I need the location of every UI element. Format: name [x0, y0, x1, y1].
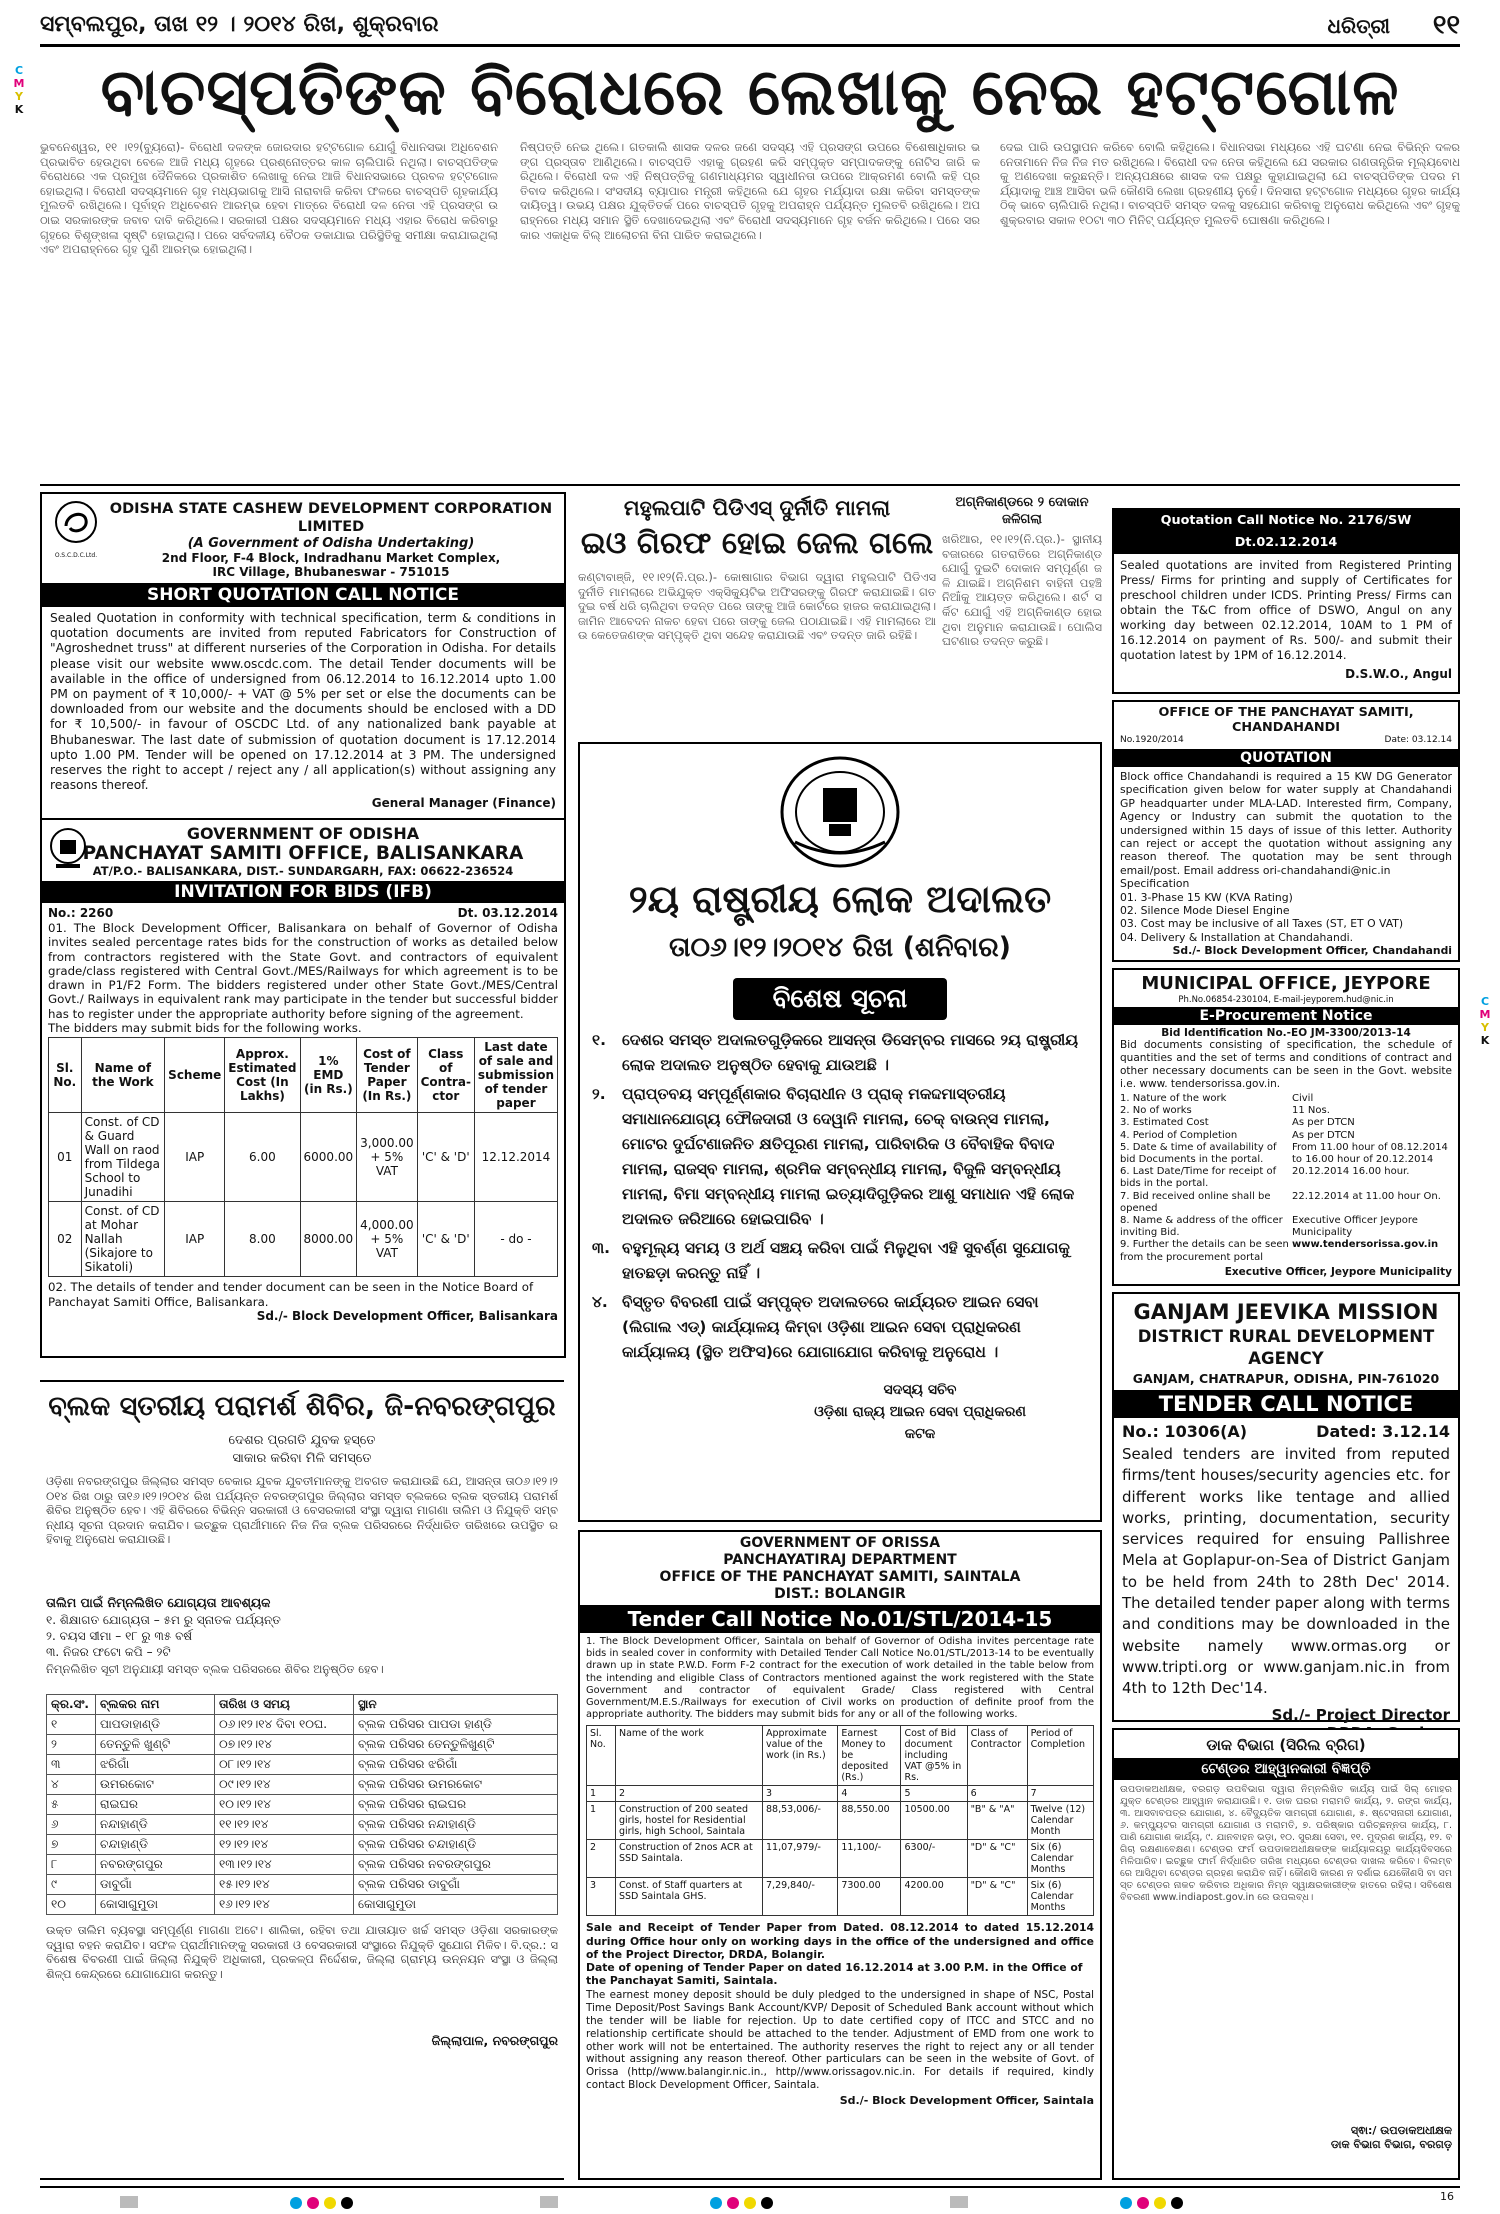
chandahandi-office: OFFICE OF THE PANCHAYAT SAMITI, CHANDAHANDI — [1158, 705, 1414, 735]
story-column-1: ଭୁବନେଶ୍ୱର, ୧୧ ।୧୨(ବ୍ୟୁରୋ)- ବିରୋଧୀ ଦଳଙ୍କ ଜୋରଦାର ହଟ୍ଟଗୋଳ ଯୋଗୁଁ ବିଧାନସଭା ଅଧିବେଶନ ପ୍ରଭାବିତ ହେଉଥିବା ବେଳେ ଆଜି ମଧ୍ୟ ଗୃହରେ ପ୍ରଶ୍ନୋତ୍ତର କାଳ ଚାଲିପାରି ନଥିଲା। ବାଚସ୍ପତିଙ୍କ ବିରୋଧରେ ଏକ ପ୍ରମୁଖ ଦୈନିକରେ ପ୍ରକାଶିତ ଲେଖାକୁ ନେଇ ଆଜି ବିଧାନସଭାରେ ପ୍ରବଳ ହଟ୍ଟଗୋଳ ହୋଇଥିଲା। ବିରୋଧୀ ସଦସ୍ୟମାନେ ଗୃହ ମଧ୍ୟଭାଗକୁ ଆସି ନାରାବାଜି କରିବା ଫଳରେ ବାଚସ୍ପତି ଗୃହକାର୍ଯ୍ୟ ମୁଲତବି ରଖିଥିଲେ। ପୂର୍ବାହ୍ନ ଅଧିବେଶନ ଆରମ୍ଭ ହେବା ମାତ୍ରେ ବିରୋଧୀ ଦଳ ନେତା ଏହି ପ୍ରସଙ୍ଗ ଉଠାଇ ସରକାରଙ୍କ ଜବାବ ଦାବି କରିଥିଲେ। ସରକାରୀ ପକ୍ଷର ସଦସ୍ୟମାନେ ମଧ୍ୟ ଏହାର ବିରୋଧ କରିବାରୁ ଗୃହରେ ବିଶୃଙ୍ଖଳା ସୃଷ୍ଟି ହୋଇଥିଲା। ପରେ ସର୍ବଦଳୀୟ ବୈଠକ ଡକାଯାଇ ପରିସ୍ଥିତିକୁ ସମୀକ୍ଷା କରାଯାଇଥିଲା ଏବଂ ଅପରାହ୍ନରେ ଗୃହ ପୁଣି ଆରମ୍ଭ ହୋଇଥିଲା। — [40, 140, 498, 257]
lok-adalat-sign-2: ଓଡ଼ିଶା ରାଜ୍ୟ ଆଇନ ସେବା ପ୍ରାଧିକରଣ — [814, 1404, 1026, 1420]
cell: Construction of 2nos ACR at SSD Saintala. — [616, 1840, 763, 1878]
color-dots — [290, 2194, 353, 2213]
cell: ୦୭।୧୨।୧୪ — [215, 1735, 354, 1755]
balisankara-notice — [40, 818, 566, 1358]
col-scheme: Scheme — [165, 1038, 225, 1113]
col-value: Approximate value of the work (in Rs.) — [763, 1726, 838, 1786]
cashew-notice-bar: SHORT QUOTATION CALL NOTICE — [42, 583, 564, 607]
cell: ୦୬।୧୨।୧୪ ଦିବା ୧୦ଘ. — [215, 1715, 354, 1735]
cell: IAP — [165, 1113, 225, 1202]
balisankara-date: Dt. 03.12.2014 — [457, 906, 558, 920]
cell: Const. of CD & Guard Wall on raod from Tildega School to Junadihi — [81, 1113, 165, 1202]
ganjam-body: Sealed tenders are invited from reputed firms/tent houses/security agencies etc. for different works like tentage and allied works, printing, documentation, security services required for ensuing Pallishree Mela at Goplapur-on-Sea of District Ganjam to be held from 24th to 28th Dec' 2014. The detailed tender paper along with terms and conditions may be downloaded in the website namely www.ormas.org or www.tripti.org or www.ganjam.nic.in from 4th to 12th Dec'14. — [1122, 1445, 1450, 1698]
cell: 'C' & 'D' — [417, 1202, 474, 1277]
item-number: ୪. — [592, 1293, 608, 1311]
lok-adalat-date: ତା୦୬।୧୨।୨୦୧୪ ରିଖ (ଶନିବାର) — [668, 932, 1012, 963]
postal-sign-1: ସ୍ଵା:/ ଉପଡାକଅଧୀକ୍ଷକ — [1350, 2124, 1452, 2137]
cell: 8.00 — [225, 1202, 300, 1277]
cell: ବ୍ଲକ ପରିସର ତେନ୍ତୁଳିଖୁଣ୍ଟି — [354, 1735, 558, 1755]
col-cost: Approx. Estimated Cost (In Lakhs) — [225, 1038, 300, 1113]
masthead-rule — [40, 44, 1460, 47]
cell: ବ୍ଲକ ପରିସର ଡାବୁଗାଁ — [354, 1875, 558, 1895]
item-label: 8. Name & address of the officer inviting Bid. — [1120, 1215, 1283, 1239]
cell: ୧୨।୧୨।୧୪ — [215, 1835, 354, 1855]
cell: Const. of Staff quarters at SSD Saintala GHS. — [616, 1878, 763, 1916]
cell: ୧ — [47, 1715, 96, 1735]
cell: 11,100/- — [838, 1840, 901, 1878]
list-item — [1120, 1166, 1452, 1190]
jeypore-bar: E-Procurement Notice — [1114, 1007, 1458, 1025]
col-sl: କ୍ର.ସଂ. — [47, 1695, 96, 1715]
cell: 4 — [838, 1786, 901, 1802]
col-paper: Cost of Tender Paper (In Rs.) — [357, 1038, 417, 1113]
cell: ୧୬।୧୨।୧୪ — [215, 1895, 354, 1915]
masthead — [40, 6, 1460, 44]
item-label: 4. Period of Completion — [1120, 1129, 1238, 1141]
item-value: 22.12.2014 at 11.00 hour On. — [1292, 1190, 1441, 1202]
middle-story-body: କଣ୍ଟାବାଞ୍ଜି, ୧୧।୧୨(ନି.ପ୍ର.)- କୋଷାଗାର ବିଭାଗ ଦ୍ୱାରା ମହୁଲପାଟି ପିଡିଏସ ଦୁର୍ନୀତି ମାମଲାରେ ଅଭିଯୁକ୍ତ ଏକ୍ସିକ୍ୟୁଟିଭ ଅଫିସରଙ୍କୁ ଗିରଫ କରାଯାଇଛି। ଗତ ଦୁଇ ବର୍ଷ ଧରି ଚାଲିଥିବା ତଦନ୍ତ ପରେ ତାଙ୍କୁ ଆଜି କୋର୍ଟରେ ହାଜର କରାଯାଇଥିଲା। ଜାମିନ ଆବେଦନ ନାକଚ ହେବା ପରେ ତାଙ୍କୁ ଜେଲ ପଠାଯାଇଛି। ଏହି ମାମଲାରେ ଆଉ କେତେଜଣଙ୍କ ସମ୍ପୃକ୍ତି ଥିବା ସନ୍ଦେହ କରାଯାଉଛି ଏବଂ ତଦନ୍ତ ଜାରି ରହିଛି। — [578, 570, 936, 643]
balisankara-gov: GOVERNMENT OF ODISHA — [186, 824, 420, 843]
chandahandi-spec-1: 01. 3-Phase 15 KW (KVA Rating) — [1120, 890, 1293, 904]
table-row — [47, 1795, 558, 1815]
saintala-works-table — [586, 1725, 1094, 1916]
cell: କୋସାଗୁମୁଡା — [96, 1895, 215, 1915]
cashew-subtitle: (A Government of Odisha Undertaking) — [187, 536, 475, 551]
list-item — [592, 1236, 1088, 1286]
table-row — [49, 1113, 558, 1202]
cell: ୧୦।୧୨।୧୪ — [215, 1795, 354, 1815]
balisankara-number: No.: 2260 — [48, 906, 114, 920]
cell: ବ୍ଲକ ପରିସର ରାଇଘର — [354, 1795, 558, 1815]
chandahandi-signatory: Sd./- Block Development Officer, Chandahandi — [1172, 944, 1452, 958]
list-item — [592, 1028, 1088, 1078]
cell: ନବରଙ୍ଗପୁର — [96, 1855, 215, 1875]
table-header-row — [587, 1726, 1094, 1786]
jeypore-office: MUNICIPAL OFFICE, JEYPORE — [1141, 973, 1431, 994]
cashew-body: Sealed Quotation in conformity with technical specification, term & conditions in quotation documents are invited from reputed Fabricators for Construction of "Agroshednet truss" at different nurseries of the Corporation in Odisha. For details please visit our website www.oscdc.com. The detail Tender documents will be available in the office of undersigned from 06.12.2014 to 16.12.2014 upto 1.00 PM on payment of ₹ 10,000/- + VAT @ 5% per set or else the documents can be downloaded from our website and the documents should be enclosed with a DD for ₹ 10,500/- in favour of OSCDC Ltd. of any nationalized bank payable at Bhubaneswar. The last date of submission of quotation document is 17.12.2014 upto 1.00 PM. Tender will be opened on 17.12.2014 at 3 PM. The undersigned reserves the right to accept / reject any / all application(s) without assigning any reasons thereof. — [50, 611, 556, 793]
cell: ରାଇଘର — [96, 1795, 215, 1815]
cell: 6000.00 — [300, 1113, 357, 1202]
lok-adalat-sign-3: କଟକ — [904, 1426, 936, 1442]
emblem-icon — [48, 826, 88, 872]
cell: 2 — [616, 1786, 763, 1802]
color-dots — [1120, 2194, 1183, 2213]
saintala-body: The earnest money deposit should be duly pledged to the undersigned in shape of NSC, Postal Time Deposit/Post Savings Bank Account/KVP/ Deposit of Scheduled Bank account without which the tender will be liable for rejection. Up to date certified copy of ITCC and STCC and no relationship certificate should be attached to the tender. Adjustment of EMD from one work to other work will not be entertained. The authority reserves the right to reject any or all tender without assigning any reason thereof. Other particulars can be seen in the website of Govt. of Orissa (http//www.balangir.nic.in., http//www.orissagov.nic.in. For details if required, kindly contact Block Development Officer, Saintala. — [586, 1989, 1094, 2092]
postal-body: ଉପଡାକଅଧୀକ୍ଷକ, ବରଗଡ଼ ଉପବିଭାଗ ଦ୍ୱାରା ନିମ୍ନଲିଖିତ କାର୍ଯ୍ୟ ପାଇଁ ସିଲ୍ ମୋହର ଯୁକ୍ତ ଟେଣ୍ଡର ଆହ୍ୱାନ କରାଯାଉଛି। ୧. ଡାକ ଘରର ମରାମତି କାର୍ଯ୍ୟ, ୨. ରଙ୍ଗ କାର୍ଯ୍ୟ, ୩. ଆସବାବପତ୍ର ଯୋଗାଣ, ୪. ବୈଦ୍ୟୁତିକ ସାମଗ୍ରୀ ଯୋଗାଣ, ୫. ଷ୍ଟେସନାରୀ ଯୋଗାଣ, ୬. କମ୍ପ୍ୟୁଟର ସାମଗ୍ରୀ ଯୋଗାଣ ଓ ମରାମତି, ୭. ପରିଷ୍କାର ପରିଚ୍ଛନ୍ନତା କାର୍ଯ୍ୟ, ୮. ପାଣି ଯୋଗାଣ କାର୍ଯ୍ୟ, ୯. ଯାନବାହନ ଭଡ଼ା, ୧୦. ସୁରକ୍ଷା ସେବା, ୧୧. ମୁଦ୍ରଣ କାର୍ଯ୍ୟ, ୧୨. ବଗିଚା ରକ୍ଷଣାବେକ୍ଷଣ। ଟେଣ୍ଡର ଫର୍ମ ଉପଡାକଅଧୀକ୍ଷକଙ୍କ କାର୍ଯ୍ୟାଳୟରୁ କାର୍ଯ୍ୟଦିବସରେ ମିଳିପାରିବ। ଇଚ୍ଛୁକ ଫାର୍ମ ନିର୍ଦ୍ଧାରିତ ତାରିଖ ମଧ୍ୟରେ ଟେଣ୍ଡର ଦାଖଲ କରିବେ। ବିଲମ୍ବରେ ଆସିଥିବା ଟେଣ୍ଡର ଗ୍ରହଣ କରାଯିବ ନାହିଁ। କୌଣସି କାରଣ ନ ଦର୍ଶାଇ ଯେକୌଣସି ବା ସମସ୍ତ ଟେଣ୍ଡର ନାକଚ କରିବାର ଅଧିକାର ନିମ୍ନ ସ୍ୱାକ୍ଷରକାରୀଙ୍କ ହାତରେ ରହିଲା। ସବିଶେଷ ବିବରଣୀ www.indiapost.gov.in ରେ ଉପଲବ୍ଧ। — [1120, 1784, 1452, 1903]
postal-sign-2: ଡାକ ବିଭାଗ ବିଭାଗ, ବରଗଡ଼ — [1330, 2138, 1452, 2151]
cell: ୪ — [47, 1775, 96, 1795]
footer-page-number: 16 — [1440, 2190, 1454, 2203]
middle-story — [578, 494, 936, 734]
footer-rule — [40, 2186, 1460, 2188]
ganjam-date: Dated: 3.12.14 — [1316, 1422, 1450, 1441]
cashew-logo-text: O.S.C.D.C.Ltd. — [54, 552, 98, 559]
cell: ୦୯।୧୨।୧୪ — [215, 1775, 354, 1795]
cell: 11,07,979/- — [763, 1840, 838, 1878]
lok-adalat-emblem — [592, 752, 1088, 872]
balisankara-works-table — [48, 1037, 558, 1277]
cell: 6.00 — [225, 1113, 300, 1202]
cell: ୬ — [47, 1815, 96, 1835]
item-value: 20.12.2014 16.00 hour. — [1292, 1166, 1410, 1178]
cell: 5 — [901, 1786, 967, 1802]
cell: Six (6) Calendar Months — [1027, 1878, 1093, 1916]
cell: 1 — [587, 1802, 616, 1840]
cell: ବ୍ଲକ ପରିସର ନନ୍ଦାହାଣ୍ଡି — [354, 1815, 558, 1835]
color-dots — [710, 2194, 773, 2213]
jeypore-bid-id: Bid Identification No.-EO JM-3300/2013-14 — [1161, 1027, 1411, 1039]
list-item — [1120, 1130, 1452, 1142]
cell: କୋସାଗୁମୁଡା — [354, 1895, 558, 1915]
story-column-3: ଦେଇ ପାରି ଉପସ୍ଥାପନ କରିବେ ବୋଲି କହିଥିଲେ। ବିଧାନସଭା ମଧ୍ୟରେ ଏହି ଘଟଣା ନେଇ ବିଭିନ୍ନ ଦଳର ନେତାମାନେ ନିଜ ନିଜ ମତ ରଖିଥିଲେ। ବିରୋଧୀ ଦଳ ନେତା କହିଥିଲେ ଯେ ସରକାର ଗଣତାନ୍ତ୍ରିକ ମୂଲ୍ୟବୋଧକୁ ଅଣଦେଖା କରୁଛନ୍ତି। ଅନ୍ୟପକ୍ଷରେ ଶାସକ ଦଳ ପକ୍ଷରୁ କୁହାଯାଇଥିଲା ଯେ ବାଚସ୍ପତିଙ୍କ ପଦର ମର୍ଯ୍ୟାଦାକୁ ଆଞ୍ଚ ଆସିବା ଭଳି କୌଣସି ଲେଖା ଗ୍ରହଣୀୟ ନୁହେଁ। ଦିନସାରା ହଟ୍ଟଗୋଳ ମଧ୍ୟରେ ଗୃହର କାର୍ଯ୍ୟ ଠିକ୍ ଭାବେ ଚାଲିପାରି ନଥିଲା। ବାଚସ୍ପତି ସମସ୍ତ ଦଳକୁ ସହଯୋଗ କରିବାକୁ ଅନୁରୋଧ କରିଥିଲେ ଏବଂ ଗୃହକୁ ଶୁକ୍ରବାର ସକାଳ ୧୦ଟା ୩୦ ମିନିଟ୍ ପର୍ଯ୍ୟନ୍ତ ମୁଲତବି ଘୋଷଣା କରିଥିଲେ। — [1000, 140, 1460, 227]
cell: ୧୧।୧୨।୧୪ — [215, 1815, 354, 1835]
ganjam-sign-1: Sd./- Project Director — [1271, 1705, 1450, 1724]
ganjam-title-1: GANJAM JEEVIKA MISSION — [1133, 1300, 1439, 1324]
gray-swatch — [540, 2196, 558, 2208]
table-row — [49, 1202, 558, 1277]
cashew-logo-icon — [50, 500, 102, 548]
list-item — [1120, 1093, 1452, 1105]
table-row — [587, 1840, 1094, 1878]
item-value: Executive Officer Jeypore Municipality — [1292, 1215, 1418, 1239]
col-venue: ସ୍ଥାନ — [354, 1695, 558, 1715]
ganjam-number: No.: 10306(A) — [1122, 1422, 1248, 1441]
col-sl: Sl. No. — [49, 1038, 82, 1113]
ganjam-notice — [1112, 1292, 1460, 1722]
cmyk-mark-right: C M Y K — [1479, 995, 1491, 1047]
cell: 6300/- — [901, 1840, 967, 1878]
list-item — [1120, 1105, 1452, 1117]
cell: 7,29,840/- — [763, 1878, 838, 1916]
list-item — [1120, 1239, 1452, 1263]
item-label: 5. Date & time of availability of bid Documents in the portal. — [1120, 1141, 1277, 1166]
item-value: Civil — [1292, 1093, 1314, 1104]
page-section: ଧରିତ୍ରୀ — [1327, 14, 1390, 38]
cell: 2 — [587, 1840, 616, 1878]
item-value: 11 Nos. — [1292, 1105, 1330, 1117]
cell: ୧୩।୧୨।୧୪ — [215, 1855, 354, 1875]
side-story — [942, 494, 1102, 734]
list-item — [1120, 1142, 1452, 1166]
side-story-body: ଖରିଆର, ୧୧।୧୨(ନି.ପ୍ର.)- ସ୍ଥାନୀୟ ବଜାରରେ ଗତରାତିରେ ଅଗ୍ନିକାଣ୍ଡ ଯୋଗୁଁ ଦୁଇଟି ଦୋକାନ ସମ୍ପୂର୍ଣ୍ଣ ଜଳି ଯାଇଛି। ଅଗ୍ନିଶମ ବାହିନୀ ପହଞ୍ଚି ନିଆଁକୁ ଆୟତ୍ତ କରିଥିଲେ। ଶର୍ଟ ସର୍କିଟ ଯୋଗୁଁ ଏହି ଅଗ୍ନିକାଣ୍ଡ ହୋଇଥିବା ଅନୁମାନ କରାଯାଉଛି। ପୋଲିସ ଘଟଣାର ତଦନ୍ତ କରୁଛି। — [942, 532, 1102, 649]
chandahandi-date: Date: 03.12.14 — [1384, 735, 1452, 745]
saintala-opening: Date of opening of Tender Paper on dated 16.12.2014 at 3.00 P.M. in the Office of the Panchayat Samiti, Saintala. — [586, 1961, 1083, 1988]
table-row — [47, 1835, 558, 1855]
postal-title: ଡାକ ବିଭାଗ (ସିରିଲ ବ୍ରିଗ) — [1206, 1736, 1366, 1754]
cell: ବ୍ଲକ ପରିସର ଚନ୍ଦାହାଣ୍ଡି — [354, 1835, 558, 1855]
balisankara-signatory: Sd./- Block Development Officer, Balisankara — [256, 1308, 558, 1323]
cell: 8000.00 — [300, 1202, 357, 1277]
nabarangpur-qual-2: ୨. ବୟସ ସୀମା – ୧୮ ରୁ ୩୫ ବର୍ଷ — [46, 1629, 193, 1643]
cashew-title: ODISHA STATE CASHEW DEVELOPMENT CORPORATION LIMITED — [109, 501, 553, 535]
nabarangpur-footer-text: ଉକ୍ତ ତାଲିମ ବ୍ୟବସ୍ଥା ସମ୍ପୂର୍ଣ୍ଣ ମାଗଣା ଅଟେ। ଶାଲିକା, ରହିବା ତଥା ଯାତାୟାତ ଖର୍ଚ୍ଚ ସମସ୍ତ ଓଡ଼ିଶା ସରକାରଙ୍କ ଦ୍ୱାରା ବହନ କରାଯିବ। ସଫଳ ପ୍ରାର୍ଥୀମାନଙ୍କୁ ସରକାରୀ ଓ ବେସରକାରୀ ସଂସ୍ଥାରେ ନିଯୁକ୍ତି ସୁଯୋଗ ମିଳିବ। ବି.ଦ୍ର.: ସବିଶେଷ ବିବରଣୀ ପାଇଁ ଜିଲ୍ଲା ନିଯୁକ୍ତି ଅଧିକାରୀ, ପ୍ରକଳ୍ପ ନିର୍ଦ୍ଦେଶକ, ଜିଲ୍ଲା ଗ୍ରାମ୍ୟ ଉନ୍ନୟନ ସଂସ୍ଥା ଓ ଜିଲ୍ଲା ଶିଳ୍ପ କେନ୍ଦ୍ରରେ ଯୋଗାଯୋଗ କରନ୍ତୁ। — [46, 1923, 558, 1981]
item-value: As per DTCN — [1292, 1129, 1355, 1141]
cell: Six (6) Calendar Months — [1027, 1840, 1093, 1878]
cell: ବ୍ଲକ ପରିସର ନବରଙ୍ଗପୁର — [354, 1855, 558, 1875]
cell: 'C' & 'D' — [417, 1113, 474, 1202]
item-label: 2. No of works — [1120, 1105, 1192, 1117]
table-row — [47, 1735, 558, 1755]
cell: ୫ — [47, 1795, 96, 1815]
cell: 02 — [49, 1202, 82, 1277]
col-period: Period of Completion — [1027, 1726, 1093, 1786]
item-number: ୩. — [592, 1239, 611, 1257]
cell: ନନ୍ଦାହାଣ୍ଡି — [96, 1815, 215, 1835]
saintala-intro: 1. The Block Development Officer, Saintala on behalf of Governor of Odisha invites percentage rate bids in sealed cover in conformity with Detailed Tender Call Notice No.01/STL/2013-14 to be eventually drawn up in state P.W.D. Form F-2 contract for the execution of work detailed in the table below from the intending and eligible Class of Contractors mentioned against the work registered with the State Government and contractor of equivalent Grade/ Class registered with Central Government/M.E.S./Railways for execution of Civil works on production of definite proof from the appropriate authority. The bidders may submit bids for any or all of the following works. — [586, 1636, 1094, 1721]
cell: ୯ — [47, 1875, 96, 1895]
col-date: ତାରିଖ ଓ ସମୟ — [215, 1695, 354, 1715]
postal-bar: ଟେଣ୍ଡର ଆହ୍ୱାନକାରୀ ବିଜ୍ଞପ୍ତି — [1114, 1758, 1458, 1780]
nabarangpur-signatory: ଜିଲ୍ଲାପାଳ, ନବରଙ୍ଗପୁର — [431, 2033, 558, 2048]
cell: ଡାବୁଗାଁ — [96, 1875, 215, 1895]
list-item — [1120, 1191, 1452, 1215]
cell: ବ୍ଲକ ପରିସର ପାପଡା ହାଣ୍ଡି — [354, 1715, 558, 1735]
story-column-2: ନିଷ୍ପତ୍ତି ନେଇ ଥିଲେ। ଗତକାଲି ଶାସକ ଦଳର ଜଣେ ସଦସ୍ୟ ଏହି ପ୍ରସଙ୍ଗ ଉପରେ ବିଶେଷାଧିକାର ଭଙ୍ଗ ପ୍ରସ୍ତାବ ଆଣିଥିଲେ। ବାଚସ୍ପତି ଏହାକୁ ଗ୍ରହଣ କରି ସମ୍ପୃକ୍ତ ସମ୍ପାଦକଙ୍କୁ ନୋଟିସ ଜାରି କରିଥିଲେ। ବିରୋଧୀ ଦଳ ଏହି ନିଷ୍ପତ୍ତିକୁ ଗଣମାଧ୍ୟମର ସ୍ୱାଧୀନତା ଉପରେ ଆକ୍ରମଣ ବୋଲି କହି ପ୍ରତିବାଦ କରିଥିଲେ। ସଂସଦୀୟ ବ୍ୟାପାର ମନ୍ତ୍ରୀ କହିଥିଲେ ଯେ ଗୃହର ମର୍ଯ୍ୟାଦା ରକ୍ଷା କରିବା ସମସ୍ତଙ୍କ ଦାୟିତ୍ୱ। ଉଭୟ ପକ୍ଷର ଯୁକ୍ତିତର୍କ ପରେ ବାଚସ୍ପତି ଗୃହକୁ ଅପରାହ୍ନ ପର୍ଯ୍ୟନ୍ତ ମୁଲତବି ରଖିଥିଲେ। ଅପରାହ୍ନରେ ମଧ୍ୟ ସମାନ ସ୍ଥିତି ଦେଖାଦେଇଥିଲା ଏବଂ ବିରୋଧୀ ସଦସ୍ୟମାନେ ଗୃହ ବର୍ଜନ କରିଥିଲେ। ପରେ ସରକାର ଏକାଧିକ ବିଲ୍ ଆଲୋଚନା ବିନା ପାରିତ କରାଇଥିଲେ। — [520, 140, 980, 242]
lok-adalat-title: ୨ୟ ରାଷ୍ଟ୍ରୀୟ ଲୋକ ଅଦାଲତ — [628, 877, 1052, 921]
cashew-logo — [50, 500, 102, 558]
cell: ପାପଡାହାଣ୍ଡି — [96, 1715, 215, 1735]
lok-adalat-items — [592, 1028, 1088, 1365]
col-class: Class of Contractor — [967, 1726, 1027, 1786]
cell: "B" & "A" — [967, 1802, 1027, 1840]
gray-swatch — [950, 2196, 968, 2208]
cell: - do - — [474, 1202, 557, 1277]
cell: 3,000.00 + 5% VAT — [357, 1113, 417, 1202]
odisha-emblem — [48, 826, 88, 872]
col-block: ବ୍ଲକର ନାମ — [96, 1695, 215, 1715]
table-row — [47, 1815, 558, 1835]
balisankara-para-1: 01. The Block Development Officer, Balisankara on behalf of Governor of Odisha invites sealed percentage rates bids for the construction of works as detailed below from contractors registered with the State Govt. and contractors of equivalent grade/class registered with Central Govt./MES/Railways for which agreement is to be drawn in P1/F2 Form. The bidders registered under other State Govt./MES/Central Govt./ Railways in equivalent rank may participate in the tender but successful bidder has to register under the appropriate authority before signing of the agreement. — [48, 921, 558, 1021]
lok-adalat-bar: ବିଶେଷ ସୂଚନା — [733, 978, 948, 1020]
nabarangpur-schedule-table — [46, 1694, 558, 1915]
cell: ଝରିଗାଁ — [96, 1755, 215, 1775]
jeypore-items — [1120, 1093, 1452, 1264]
cell: 01 — [49, 1113, 82, 1202]
nabarangpur-title: ବ୍ଲକ ସ୍ତରୀୟ ପରାମର୍ଶ ଶିବିର, ଜି-ନବରଙ୍ଗପୁର — [48, 1391, 556, 1422]
main-headline: ବାଚସ୍ପତିଙ୍କ ବିରୋଧରେ ଲେଖାକୁ ନେଇ ହଟ୍ଟଗୋଳ — [100, 56, 1400, 130]
cell: "D" & "C" — [967, 1878, 1027, 1916]
item-text: ପ୍ରାପ୍ତବୟ ସମ୍ପୂର୍ଣ୍ଣକାର ବିଚାରାଧୀନ ଓ ପ୍ରାକ୍ ମକଦ୍ଦମାସ୍ତରୀୟ ସମାଧାନଯୋଗ୍ୟ ଫୌଜଦାରୀ ଓ ଦେୱାନି ମାମଲା, ଚେକ୍ ବାଉନ୍ସ ମାମଲା, ମୋଟର ଦୁର୍ଘଟଣାଜନିତ କ୍ଷତିପୂରଣ ମାମଲା, ପାରିବାରିକ ଓ ବୈବାହିକ ବିବାଦ ମାମଲା, ରାଜସ୍ବ ମାମଲା, ଶ୍ରମିକ ସମ୍ବନ୍ଧୀୟ ମାମଲା, ବିଜୁଳି ସମ୍ବନ୍ଧୀୟ ମାମଲା, ବିମା ସମ୍ବନ୍ଧୀୟ ମାମଲା ଇତ୍ୟାଦିଗୁଡ଼ିକର ଆଶୁ ସମାଧାନ ଏହି ଲୋକ ଅଦାଲତ ଜରିଆରେ ହୋଇପାରିବ । — [622, 1085, 1075, 1228]
ganjam-title-2: DISTRICT RURAL DEVELOPMENT AGENCY — [1137, 1327, 1435, 1368]
footer-color-bar — [120, 2194, 1380, 2210]
col-name: Name of the work — [616, 1726, 763, 1786]
jeypore-contact: Ph.No.06854-230104, E-mail-jeyporem.hud@nic.in — [1178, 995, 1394, 1005]
cell: 12.12.2014 — [474, 1113, 557, 1202]
list-item — [1120, 1117, 1452, 1129]
table-index-row — [587, 1786, 1094, 1802]
col-emd: 1% EMD (in Rs.) — [300, 1038, 357, 1113]
page-number: ୧୧ — [1432, 10, 1460, 40]
jeypore-signatory: Executive Officer, Jeypore Municipality — [1224, 1265, 1452, 1278]
nabarangpur-notice — [40, 1380, 564, 2180]
saintala-bar: Tender Call Notice No.01/STL/2014-15 — [580, 1605, 1100, 1633]
cashew-notice — [40, 492, 566, 822]
balisankara-address: AT/P.O.- BALISANKARA, DIST.- SUNDARGARH, FAX: 06622-236524 — [92, 864, 514, 878]
list-item — [592, 1082, 1088, 1232]
item-label: 3. Estimated Cost — [1120, 1117, 1209, 1129]
nabarangpur-sub-2: ସାକାର କରିବା ମିଳି ସମସ୍ତେ — [232, 1451, 372, 1466]
item-text: ଦେଶର ସମସ୍ତ ଅଦାଲତଗୁଡ଼ିକରେ ଆସନ୍ତା ଡିସେମ୍ବର ମାସରେ ୨ୟ ରାଷ୍ଟ୍ରୀୟ ଲୋକ ଅଦାଲତ ଅନୁଷ୍ଠିତ ହେବାକୁ ଯାଉଅଛି । — [622, 1031, 1078, 1074]
nabarangpur-qual-3: ୩. ନିଜର ଫଟୋ କପି – ୨ଟି — [46, 1645, 171, 1659]
gray-swatch — [120, 2196, 138, 2208]
story-divider — [40, 484, 1460, 486]
cell: ଉମରକୋଟ — [96, 1775, 215, 1795]
ganjam-address: GANJAM, CHATRAPUR, ODISHA, PIN-761020 — [1132, 1371, 1440, 1386]
lok-adalat-sign-1: ସଦସ୍ୟ ସଚିବ — [883, 1382, 957, 1398]
postal-notice — [1112, 1728, 1460, 2180]
cell: 4200.00 — [901, 1878, 967, 1916]
cell: Const. of CD at Mohar Nallah (Sikajore to Sikatoli) — [81, 1202, 165, 1277]
cell: ୮ — [47, 1855, 96, 1875]
cell: ୧୦ — [47, 1895, 96, 1915]
cell: ୨ — [47, 1735, 96, 1755]
item-text: ବିସ୍ତୃତ ବିବରଣୀ ପାଇଁ ସମ୍ପୃକ୍ତ ଅଦାଲତରେ କାର୍ଯ୍ୟରତ ଆଇନ ସେବା (ଲିଗାଲ ଏଡ୍) କାର୍ଯ୍ୟାଳୟ କିମ୍ବା ଓଡ଼ିଶା ଆଇନ ସେବା ପ୍ରାଧିକରଣ କାର୍ଯ୍ୟାଳୟ (ସ୍ଥିତ ଅଫିସ)ରେ ଯୋଗାଯୋଗ କରିବାକୁ ଅନୁରୋଧ । — [622, 1293, 1039, 1361]
col-bid-cost: Cost of Bid document including VAT @5% in Rs. — [901, 1726, 967, 1786]
nabarangpur-intro: ଓଡ଼ିଶା ନବରଙ୍ଗପୁର ଜିଲ୍ଲାର ସମସ୍ତ ବେକାର ଯୁବକ ଯୁବତୀମାନଙ୍କୁ ଅବଗତ କରାଯାଉଛି ଯେ, ଆସନ୍ତା ତା୦୬।୧୨।୨୦୧୪ ରିଖ ଠାରୁ ତା୧୬।୧୨।୨୦୧୪ ରିଖ ପର୍ଯ୍ୟନ୍ତ ନବରଙ୍ଗପୁର ଜିଲ୍ଲାର ସମସ୍ତ ବ୍ଲକରେ ବ୍ଲକ ସ୍ତରୀୟ ପରାମର୍ଶ ଶିବିର ଅନୁଷ୍ଠିତ ହେବ। ଏହି ଶିବିରରେ ବିଭିନ୍ନ ସରକାରୀ ଓ ବେସରକାରୀ ସଂସ୍ଥା ଦ୍ୱାରା ମାଗଣା ତାଲିମ ଓ ନିଯୁକ୍ତି ସମ୍ବନ୍ଧୀୟ ସୂଚନା ପ୍ରଦାନ କରାଯିବ। ଇଚ୍ଛୁକ ପ୍ରାର୍ଥୀମାନେ ନିଜ ନିଜ ବ୍ଲକ ପରିସରରେ ନିର୍ଦ୍ଧାରିତ ତାରିଖରେ ଉପସ୍ଥିତ ରହିବାକୁ ଅନୁରୋଧ କରାଯାଉଛି। — [46, 1474, 558, 1547]
saintala-gov: GOVERNMENT OF ORISSA — [739, 1535, 941, 1551]
col-sl: Sl. No. — [587, 1726, 616, 1786]
item-number: ୧. — [592, 1031, 606, 1049]
cell: "D" & "C" — [967, 1840, 1027, 1878]
col-class: Class of Contra-ctor — [417, 1038, 474, 1113]
table-row — [47, 1775, 558, 1795]
jeypore-notice — [1112, 968, 1460, 1286]
cell: ବ୍ଲକ ପରିସର ଝରିଗାଁ — [354, 1755, 558, 1775]
chandahandi-spec-3: 03. Cost may be inclusive of all Taxes (ST, ET O VAT) — [1120, 917, 1404, 931]
jeypore-intro: Bid documents consisting of specification, the schedule of quantities and the set of terms and conditions of contract and other necessary documents can be seen in the Govt. website i.e. www. tendersorissa.gov.in. — [1120, 1039, 1452, 1090]
middle-title: ଇଓ ଗିରଫ ହୋଇ ଜେଲ ଗଲେ — [580, 526, 934, 561]
item-value: From 11.00 hour of 08.12.2014 to 16.00 hour of 20.12.2014 — [1292, 1141, 1448, 1166]
cashew-signatory: General Manager (Finance) — [371, 796, 556, 811]
item-label: 6. Last Date/Time for receipt of bids in the portal. — [1120, 1166, 1277, 1190]
nabarangpur-qual-1: ୧. ଶିକ୍ଷାଗତ ଯୋଗ୍ୟତା – ୫ମ ରୁ ସ୍ନାତକ ପର୍ଯ୍ୟନ୍ତ — [46, 1613, 281, 1627]
legal-services-emblem-icon — [765, 752, 915, 868]
cell: ୧୫।୧୨।୧୪ — [215, 1875, 354, 1895]
saintala-notice — [578, 1530, 1102, 2180]
angul-signatory: D.S.W.O., Angul — [1345, 667, 1452, 681]
col-lastdate: Last date of sale and submission of tender paper — [474, 1038, 557, 1113]
angul-bar: Quotation Call Notice No. 2176/SW Dt.02.12.2014 — [1114, 510, 1458, 554]
table-row — [47, 1895, 558, 1915]
col-emd: Earnest Money to be deposited (Rs.) — [838, 1726, 901, 1786]
saintala-dept: PANCHAYATIRAJ DEPARTMENT — [723, 1552, 957, 1568]
chandahandi-spec-4: 04. Delivery & Installation at Chandahandi. — [1120, 930, 1354, 944]
cell: ୩ — [47, 1755, 96, 1775]
balisankara-para-lead: The bidders may submit bids for the following works. — [48, 1021, 362, 1036]
chandahandi-spec-2: 02. Silence Mode Diesel Engine — [1120, 904, 1290, 918]
cell: 6 — [967, 1786, 1027, 1802]
lok-adalat-notice — [578, 742, 1102, 1522]
nabarangpur-schedule-note: ନିମ୍ନଲିଖିତ ସୂଚୀ ଅନୁଯାୟୀ ସମସ୍ତ ବ୍ଲକ ପରିସରରେ ଶିବିର ଅନୁଷ୍ଠିତ ହେବ। — [46, 1662, 384, 1676]
saintala-dist: DIST.: BOLANGIR — [774, 1586, 906, 1602]
balisankara-office: PANCHAYAT SAMITI OFFICE, BALISANKARA — [82, 843, 524, 864]
chandahandi-spec-title: Specification — [1120, 877, 1190, 891]
cell: Twelve (12) Calendar Month — [1027, 1802, 1093, 1840]
item-value: www.tendersorissa.gov.in — [1292, 1239, 1439, 1251]
table-row — [47, 1715, 558, 1735]
item-label: 7. Bid received online shall be opened — [1120, 1190, 1271, 1214]
item-number: ୨. — [592, 1085, 606, 1103]
chandahandi-number: No.1920/2014 — [1120, 735, 1184, 745]
angul-body: Sealed quotations are invited from Registered Printing Press/ Firms for printing and supply of Certificates for preschool children under ICDS. Printing Press/ Firms can obtain the T&C from office of DSWO, Angul on any working day between 02.12.2014, 10AM to 1 PM of 16.12.2014 on payment of Rs. 500/- and submit their quotation latest by 1PM of 16.12.2014. — [1120, 558, 1452, 662]
table-row — [47, 1875, 558, 1895]
balisankara-notice-bar: INVITATION FOR BIDS (IFB) — [42, 881, 564, 903]
table-header-row — [49, 1038, 558, 1113]
angul-notice — [1112, 508, 1460, 694]
cashew-address-2: IRC Village, Bhubaneswar - 751015 — [212, 565, 450, 579]
table-row — [587, 1802, 1094, 1840]
cell: 3 — [763, 1786, 838, 1802]
table-header-row — [47, 1695, 558, 1715]
cell: 88,53,006/- — [763, 1802, 838, 1840]
chandahandi-bar: QUOTATION — [1114, 749, 1458, 767]
table-row — [47, 1755, 558, 1775]
cell: ତେନ୍ତୁଳି ଖୁଣ୍ଟି — [96, 1735, 215, 1755]
nabarangpur-quals-title: ତାଲିମ ପାଇଁ ନିମ୍ନଲିଖିତ ଯୋଗ୍ୟତା ଆବଶ୍ୟକ — [46, 1595, 271, 1610]
saintala-sale: Sale and Receipt of Tender Paper from Dated. 08.12.2014 to dated 15.12.2014 during Office hour only on working days in the office of the undersigned and office of the Project Director, DRDA, Bolangir. — [586, 1921, 1094, 1961]
cell: Construction of 200 seated girls, hostel for Residential girls, high School, Saintala — [616, 1802, 763, 1840]
middle-kicker: ମହୁଲପାଟି ପିଡିଏସ୍ ଦୁର୍ନୀତି ମାମଲା — [623, 496, 891, 520]
ganjam-bar: TENDER CALL NOTICE — [1114, 1390, 1458, 1418]
cell: IAP — [165, 1202, 225, 1277]
item-value: As per DTCN — [1292, 1117, 1355, 1129]
saintala-signatory: Sd./- Block Development Officer, Saintala — [839, 2093, 1094, 2107]
list-item — [1120, 1215, 1452, 1239]
table-row — [587, 1878, 1094, 1916]
cell: 4,000.00 + 5% VAT — [357, 1202, 417, 1277]
chandahandi-notice — [1112, 700, 1460, 962]
cell: 3 — [587, 1878, 616, 1916]
cell: 1 — [587, 1786, 616, 1802]
cell: 7 — [1027, 1786, 1093, 1802]
item-label: 1. Nature of the work — [1120, 1093, 1227, 1104]
list-item — [592, 1290, 1088, 1365]
balisankara-para-2: 02. The details of tender and tender document can be seen in the Notice Board of Panchayat Samiti Office, Balisankara. — [48, 1280, 534, 1309]
cell: ୦୮।୧୨।୧୪ — [215, 1755, 354, 1775]
item-text: ବହୁମୂଲ୍ୟ ସମୟ ଓ ଅର୍ଥ ସଞ୍ଚୟ କରିବା ପାଇଁ ମିଳୁଥିବା ଏହି ସୁବର୍ଣ୍ଣ ସୁଯୋଗକୁ ହାତଛଡ଼ା କରନ୍ତୁ ନାହିଁ । — [622, 1239, 1070, 1282]
item-label: 9. Further the details can be seen from the procurement portal — [1120, 1239, 1289, 1263]
cell: ବ୍ଲକ ପରିସର ଉମରକୋଟ — [354, 1775, 558, 1795]
table-row — [47, 1855, 558, 1875]
cashew-address-1: 2nd Floor, F-4 Block, Indradhanu Market Complex, — [161, 551, 501, 565]
saintala-office: OFFICE OF THE PANCHAYAT SAMITI, SAINTALA — [659, 1569, 1021, 1585]
nabarangpur-sub-1: ଦେଶର ପ୍ରଗତି ଯୁବକ ହସ୍ତେ — [228, 1433, 376, 1448]
col-name: Name of the Work — [81, 1038, 165, 1113]
cell: 10500.00 — [901, 1802, 967, 1840]
chandahandi-body: Block office Chandahandi is required a 15 KW DG Generator specification given below for water supply at Chandahandi GP headquarter under MLA-LAD. Interested firm, Company, Agency or Industry can submit the quotation to the undersigned within 15 days of issue of this letter. Authority can reject or accept the quotation without assigning any reason thereof. The quotation may be sent through email/post. Email address ori-chandahandi@nic.in — [1120, 770, 1452, 877]
cell: ୭ — [47, 1835, 96, 1855]
cell: 7300.00 — [838, 1878, 901, 1916]
side-story-headline: ଅଗ୍ନିକାଣ୍ଡରେ ୨ ଦୋକାନ ଜଳିଗଲା — [955, 495, 1089, 527]
cmyk-mark-left: C M Y K — [13, 64, 25, 116]
cell: ଚନ୍ଦାହାଣ୍ଡି — [96, 1835, 215, 1855]
cell: 88,550.00 — [838, 1802, 901, 1840]
date-line: ସମ୍ବଲପୁର, ତାଖ ୧୨ । ୨୦୧୪ ରିଖ, ଶୁକ୍ରବାର — [40, 12, 439, 37]
